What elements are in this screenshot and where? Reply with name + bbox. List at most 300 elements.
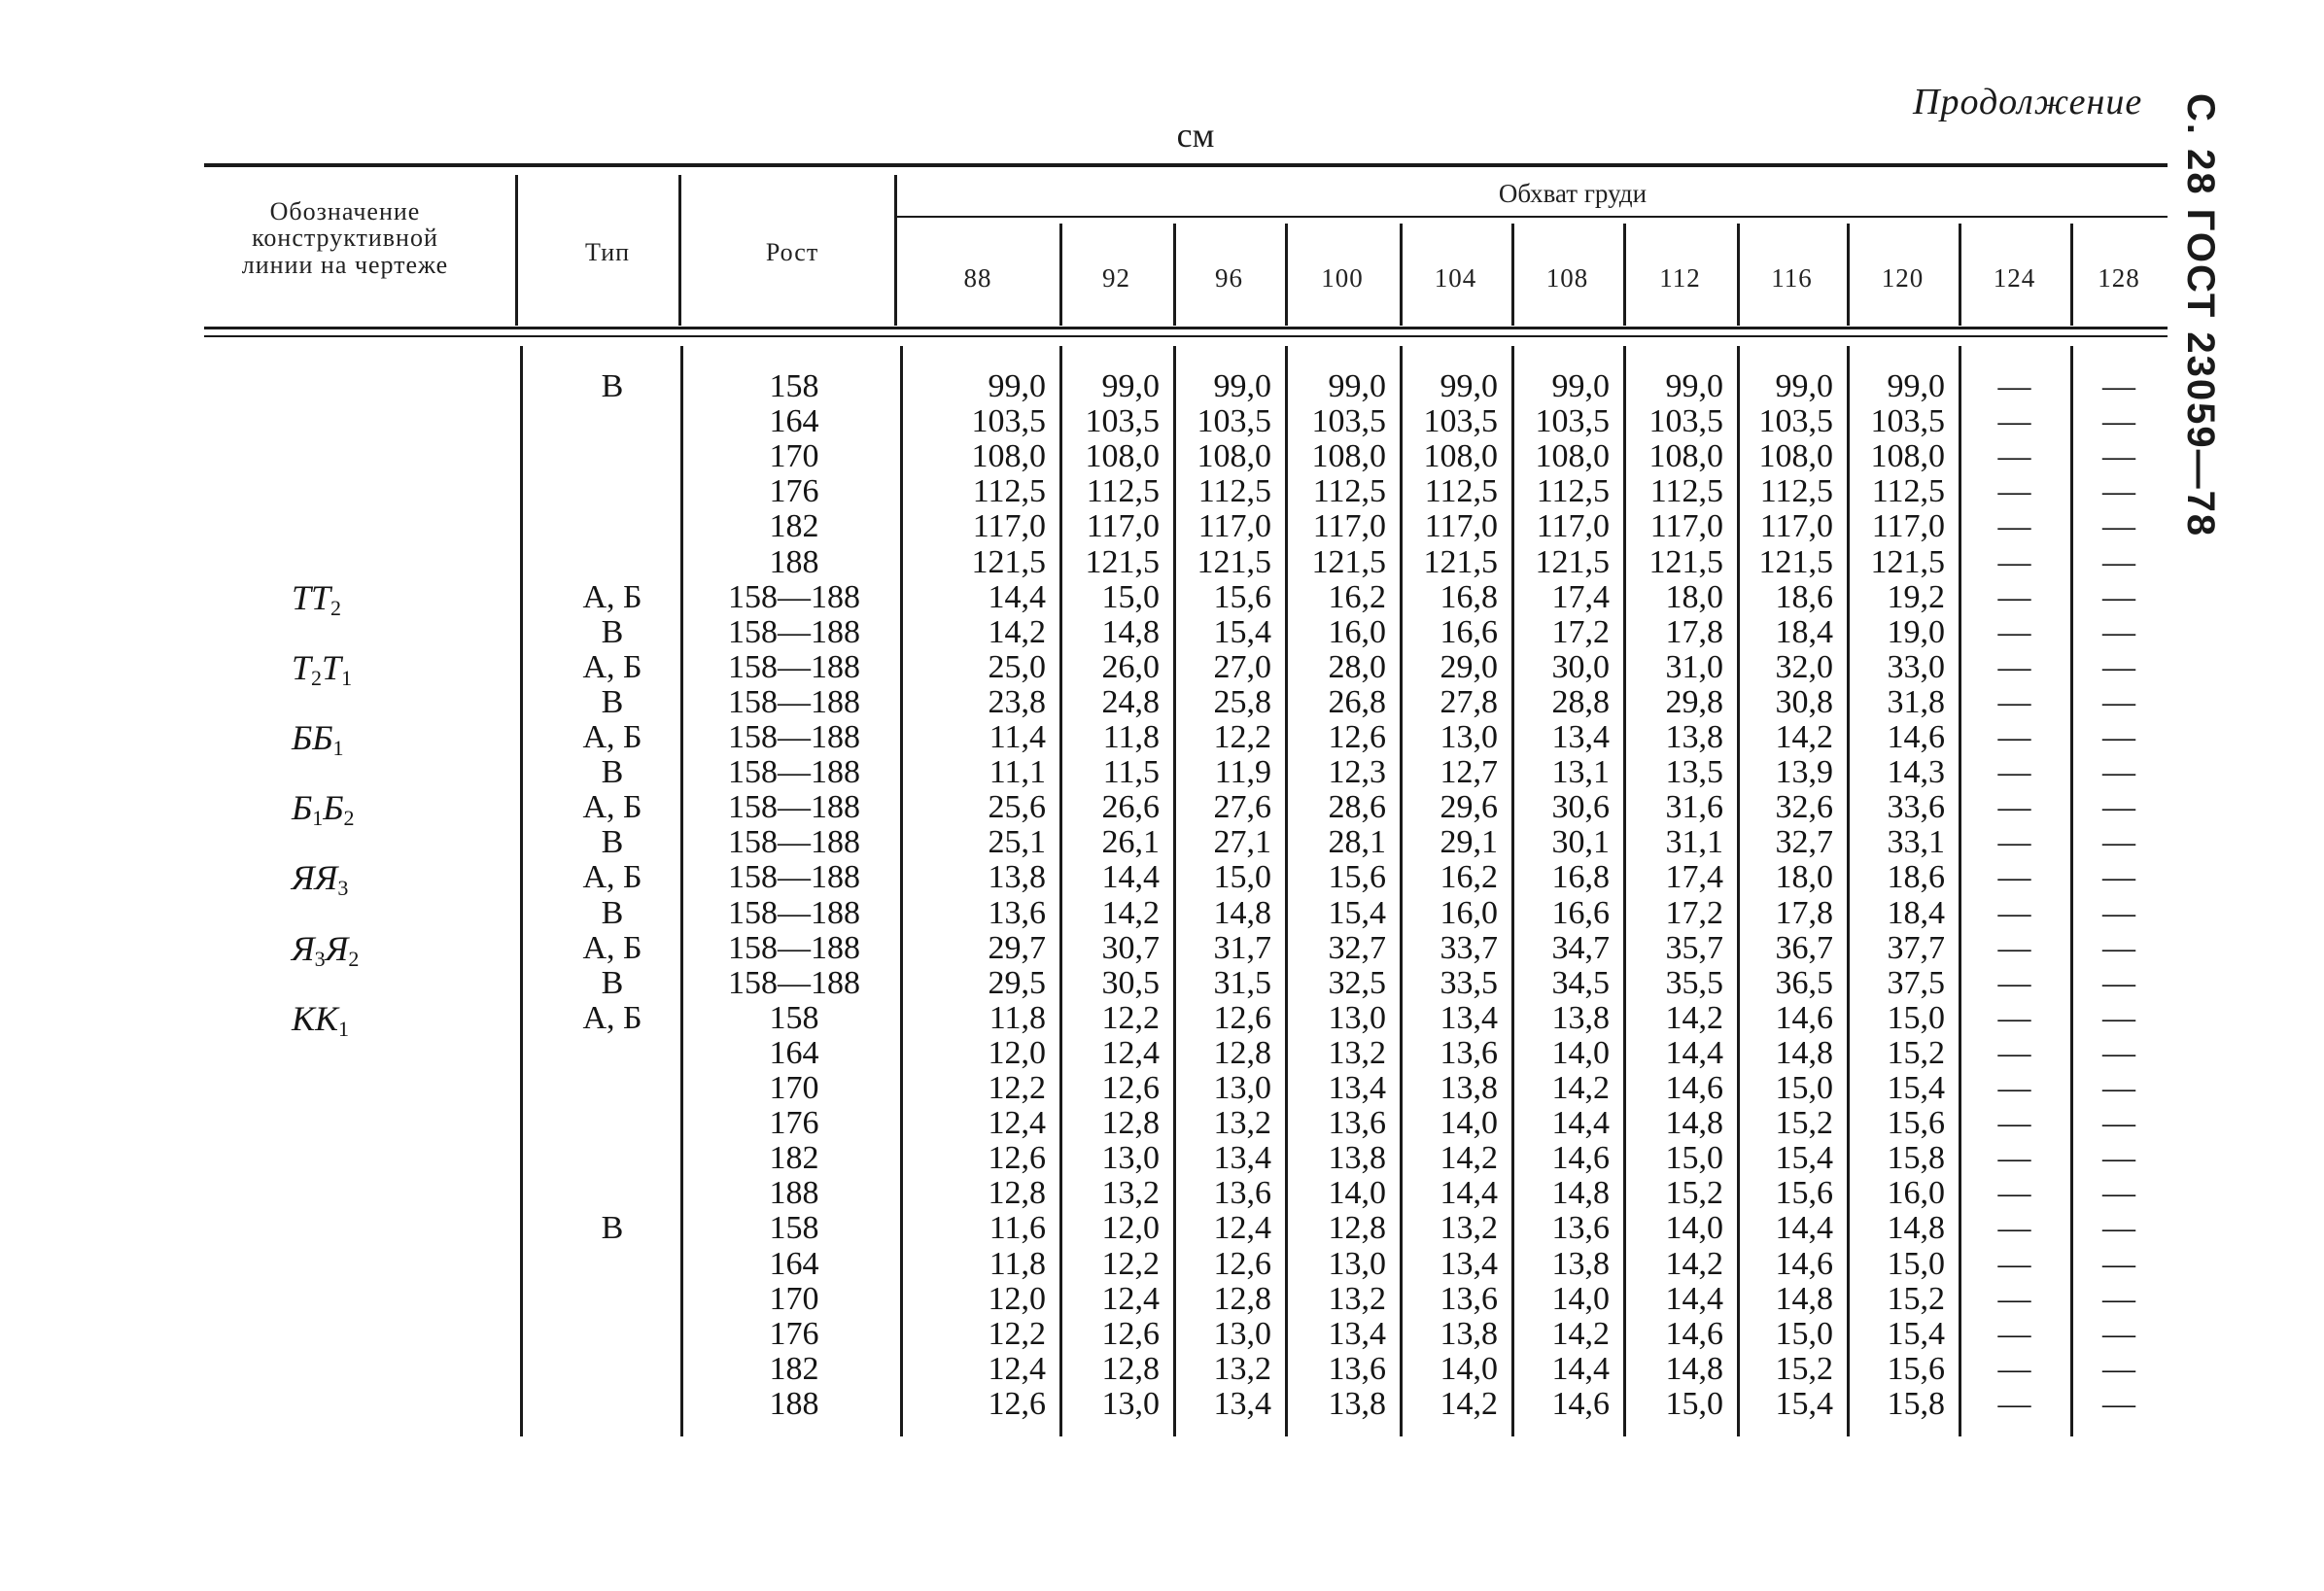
value-cell: 112,5: [1759, 473, 1833, 510]
value-cell: 117,0: [1759, 508, 1833, 545]
value-cell: 31,6: [1665, 789, 1723, 826]
value-cell: 103,5: [1085, 403, 1160, 440]
value-cell: 15,0: [1213, 859, 1271, 896]
value-cell: 31,1: [1665, 824, 1723, 861]
height-header: Рост: [765, 238, 819, 266]
value-cell: —: [2102, 648, 2135, 685]
value-cell: 15,4: [1887, 1315, 1945, 1352]
value-cell: 108,0: [1758, 438, 1833, 475]
height-cell: 158—188: [728, 648, 860, 685]
value-cell: 26,8: [1328, 683, 1386, 720]
value-cell: 13,4: [1328, 1315, 1386, 1352]
value-cell: —: [2102, 1105, 2135, 1142]
value-cell: 15,4: [1775, 1140, 1833, 1177]
height-cell: 158—188: [728, 894, 860, 931]
value-cell: —: [2102, 824, 2135, 861]
value-cell: 31,0: [1665, 648, 1723, 685]
value-cell: 112,5: [1536, 473, 1610, 510]
page-reference: С. 28 ГОСТ 23059—78: [2179, 93, 2222, 538]
value-cell: 14,4: [1101, 859, 1160, 896]
value-cell: 19,2: [1887, 578, 1945, 615]
value-cell: 108,0: [1535, 438, 1610, 475]
value-cell: 15,0: [1665, 1385, 1723, 1422]
value-cell: 28,6: [1328, 789, 1386, 826]
value-cell: 32,0: [1775, 648, 1833, 685]
value-cell: —: [2102, 403, 2135, 440]
value-cell: 16,0: [1439, 894, 1498, 931]
value-cell: 15,0: [1887, 1245, 1945, 1282]
value-cell: 15,8: [1887, 1385, 1945, 1422]
value-cell: 108,0: [1648, 438, 1723, 475]
value-cell: —: [2102, 894, 2135, 931]
value-cell: 14,0: [1439, 1350, 1498, 1387]
value-cell: 13,6: [1328, 1105, 1386, 1142]
chest-size-header: 120: [1881, 263, 1925, 293]
table-row: [0, 369, 2324, 404]
value-cell: 16,0: [1328, 613, 1386, 650]
value-cell: —: [1997, 1175, 2031, 1212]
value-cell: —: [2102, 438, 2135, 475]
value-cell: 31,5: [1213, 964, 1271, 1001]
value-cell: 117,0: [1871, 508, 1945, 545]
value-cell: 16,6: [1439, 613, 1498, 650]
value-cell: —: [2102, 1350, 2135, 1387]
value-cell: 14,8: [1213, 894, 1271, 931]
value-cell: 30,8: [1775, 683, 1833, 720]
value-cell: 12,8: [1101, 1350, 1160, 1387]
header-divider: [515, 175, 518, 326]
header-divider: [1623, 224, 1626, 326]
value-cell: —: [2102, 754, 2135, 791]
value-cell: 14,6: [1887, 719, 1945, 755]
height-cell: 170: [769, 438, 819, 475]
value-cell: 13,4: [1439, 1245, 1498, 1282]
value-cell: 15,2: [1887, 1280, 1945, 1317]
value-cell: 99,0: [1665, 368, 1723, 404]
chest-size-header: 112: [1659, 263, 1701, 293]
header-divider: [1847, 224, 1850, 326]
type-cell: А, Б: [582, 648, 642, 685]
value-cell: —: [2102, 1210, 2135, 1247]
value-cell: 14,6: [1551, 1385, 1610, 1422]
chest-size-header: 116: [1771, 263, 1813, 293]
header-divider: [1737, 224, 1740, 326]
value-cell: —: [1997, 859, 2031, 896]
value-cell: 13,6: [988, 894, 1046, 931]
height-cell: 170: [769, 1070, 819, 1106]
value-cell: 13,8: [1439, 1070, 1498, 1106]
value-cell: 16,2: [1439, 859, 1498, 896]
value-cell: 12,0: [988, 1280, 1046, 1317]
value-cell: —: [1997, 1140, 2031, 1177]
value-cell: —: [1997, 438, 2031, 475]
value-cell: 16,2: [1328, 578, 1386, 615]
value-cell: 15,6: [1328, 859, 1386, 896]
value-cell: —: [1997, 368, 2031, 404]
value-cell: —: [1997, 578, 2031, 615]
value-cell: 117,0: [1424, 508, 1498, 545]
height-cell: 158: [769, 368, 819, 404]
value-cell: 14,3: [1887, 754, 1945, 791]
table-row: [0, 474, 2324, 509]
height-cell: 170: [769, 1280, 819, 1317]
value-cell: 14,2: [1439, 1140, 1498, 1177]
value-cell: 13,4: [1439, 999, 1498, 1036]
value-cell: 25,1: [988, 824, 1046, 861]
value-cell: —: [2102, 719, 2135, 755]
value-cell: 13,8: [1665, 719, 1723, 755]
value-cell: 35,5: [1665, 964, 1723, 1001]
value-cell: 27,8: [1439, 683, 1498, 720]
value-cell: 15,0: [1101, 578, 1160, 615]
value-cell: 30,7: [1101, 929, 1160, 966]
value-cell: 28,0: [1328, 648, 1386, 685]
value-cell: 12,8: [1328, 1210, 1386, 1247]
value-cell: 13,8: [1551, 1245, 1610, 1282]
value-cell: —: [2102, 1175, 2135, 1212]
value-cell: 14,0: [1551, 1280, 1610, 1317]
value-cell: 14,8: [1775, 1280, 1833, 1317]
value-cell: 12,6: [988, 1140, 1046, 1177]
value-cell: 15,0: [1887, 999, 1945, 1036]
height-cell: 158—188: [728, 578, 860, 615]
table-row: [0, 1036, 2324, 1071]
value-cell: 14,8: [1551, 1175, 1610, 1212]
value-cell: —: [2102, 1070, 2135, 1106]
value-cell: 14,0: [1439, 1105, 1498, 1142]
value-cell: —: [2102, 859, 2135, 896]
height-cell: 158—188: [728, 859, 860, 896]
designation-letters: TT: [292, 577, 331, 617]
value-cell: 12,7: [1439, 754, 1498, 791]
value-cell: 27,6: [1213, 789, 1271, 826]
value-cell: 103,5: [1423, 403, 1498, 440]
value-cell: 13,4: [1213, 1140, 1271, 1177]
table-row: [0, 509, 2324, 544]
value-cell: 26,1: [1101, 824, 1160, 861]
value-cell: 25,0: [988, 648, 1046, 685]
value-cell: 13,6: [1328, 1350, 1386, 1387]
value-cell: 30,6: [1551, 789, 1610, 826]
value-cell: —: [1997, 824, 2031, 861]
table-row: [0, 966, 2324, 1001]
value-cell: 12,8: [988, 1175, 1046, 1212]
value-cell: 121,5: [1648, 543, 1723, 580]
value-cell: 17,4: [1551, 578, 1610, 615]
value-cell: 16,8: [1439, 578, 1498, 615]
value-cell: 13,5: [1665, 754, 1723, 791]
value-cell: 13,4: [1551, 719, 1610, 755]
table-row: [0, 577, 2324, 617]
value-cell: —: [1997, 789, 2031, 826]
height-cell: 176: [769, 473, 819, 510]
value-cell: —: [2102, 613, 2135, 650]
value-cell: 13,8: [1328, 1140, 1386, 1177]
table-row: [0, 1106, 2324, 1141]
value-cell: 13,6: [1551, 1210, 1610, 1247]
height-cell: 188: [769, 1385, 819, 1422]
height-cell: 188: [769, 543, 819, 580]
value-cell: 26,0: [1101, 648, 1160, 685]
value-cell: 12,6: [1213, 999, 1271, 1036]
table-row: [0, 1387, 2324, 1422]
type-cell: А, Б: [582, 859, 642, 896]
value-cell: 99,0: [1551, 368, 1610, 404]
designation-letters: Б: [323, 788, 344, 828]
value-cell: 13,1: [1551, 754, 1610, 791]
designation-letters: Я: [325, 928, 349, 968]
value-cell: 121,5: [1085, 543, 1160, 580]
value-cell: 12,4: [1101, 1280, 1160, 1317]
value-cell: 117,0: [972, 508, 1046, 545]
type-cell: В: [601, 824, 624, 861]
value-cell: 14,2: [988, 613, 1046, 650]
height-cell: 158—188: [728, 964, 860, 1001]
value-cell: 14,0: [1328, 1175, 1386, 1212]
value-cell: —: [1997, 1034, 2031, 1071]
designation-subscript: 2: [343, 806, 355, 831]
value-cell: 14,6: [1775, 1245, 1833, 1282]
value-cell: 16,0: [1887, 1175, 1945, 1212]
value-cell: 30,1: [1551, 824, 1610, 861]
chest-size-header: 88: [963, 263, 992, 293]
chest-size-header: 104: [1434, 263, 1477, 293]
value-cell: —: [2102, 789, 2135, 826]
value-cell: 12,4: [988, 1350, 1046, 1387]
designation-subscript: 2: [348, 946, 360, 971]
value-cell: 13,2: [1101, 1175, 1160, 1212]
header-divider: [1173, 224, 1176, 326]
table-row: [0, 755, 2324, 790]
table-row: [0, 720, 2324, 755]
value-cell: 14,0: [1551, 1034, 1610, 1071]
table-row: [0, 545, 2324, 580]
height-cell: 158—188: [728, 754, 860, 791]
value-cell: —: [1997, 1315, 2031, 1352]
value-cell: 18,0: [1775, 859, 1833, 896]
height-cell: 158: [769, 999, 819, 1036]
value-cell: 112,5: [972, 473, 1046, 510]
value-cell: 14,4: [1439, 1175, 1498, 1212]
value-cell: 19,0: [1887, 613, 1945, 650]
value-cell: 14,6: [1665, 1070, 1723, 1106]
value-cell: 14,2: [1439, 1385, 1498, 1422]
value-cell: —: [1997, 543, 2031, 580]
value-cell: —: [2102, 1034, 2135, 1071]
value-cell: 33,6: [1887, 789, 1945, 826]
value-cell: 13,0: [1213, 1315, 1271, 1352]
type-cell: В: [601, 964, 624, 1001]
designation-subscript: 3: [337, 876, 349, 901]
value-cell: 12,6: [1101, 1070, 1160, 1106]
designation-subscript: 2: [330, 595, 342, 620]
value-cell: 117,0: [1649, 508, 1723, 545]
value-cell: 103,5: [1870, 403, 1945, 440]
value-cell: 117,0: [1086, 508, 1160, 545]
value-cell: 11,8: [989, 1245, 1046, 1282]
value-cell: —: [1997, 1245, 2031, 1282]
value-cell: 14,8: [1665, 1105, 1723, 1142]
designation-letters: T: [292, 647, 312, 687]
value-cell: 14,6: [1775, 999, 1833, 1036]
value-cell: 99,0: [988, 368, 1046, 404]
value-cell: 13,6: [1439, 1280, 1498, 1317]
value-cell: —: [2102, 929, 2135, 966]
value-cell: —: [2102, 1315, 2135, 1352]
type-cell: А, Б: [582, 999, 642, 1036]
value-cell: 24,8: [1101, 683, 1160, 720]
value-cell: 11,5: [1102, 754, 1160, 791]
designation-letters: ББ: [292, 718, 333, 757]
height-cell: 158: [769, 1210, 819, 1247]
value-cell: 32,6: [1775, 789, 1833, 826]
value-cell: —: [2102, 683, 2135, 720]
value-cell: 12,8: [1213, 1034, 1271, 1071]
value-cell: 13,8: [1439, 1315, 1498, 1352]
header-divider: [1959, 224, 1961, 326]
value-cell: 103,5: [1311, 403, 1386, 440]
value-cell: 13,0: [1101, 1140, 1160, 1177]
value-cell: 108,0: [1870, 438, 1945, 475]
value-cell: 103,5: [1758, 403, 1833, 440]
value-cell: 13,2: [1439, 1210, 1498, 1247]
value-cell: 99,0: [1213, 368, 1271, 404]
value-cell: 12,6: [1213, 1245, 1271, 1282]
value-cell: —: [1997, 508, 2031, 545]
value-cell: 31,8: [1887, 683, 1945, 720]
value-cell: 17,2: [1665, 894, 1723, 931]
table-row: [0, 858, 2324, 898]
value-cell: 13,8: [988, 859, 1046, 896]
value-cell: 29,7: [988, 929, 1046, 966]
designation-subscript: 1: [341, 665, 353, 690]
value-cell: 12,0: [1101, 1210, 1160, 1247]
value-cell: —: [2102, 1245, 2135, 1282]
type-cell: В: [601, 894, 624, 931]
value-cell: 112,5: [1312, 473, 1386, 510]
value-cell: 15,2: [1665, 1175, 1723, 1212]
value-cell: 18,6: [1887, 859, 1945, 896]
value-cell: 121,5: [1758, 543, 1833, 580]
table-row: [0, 928, 2324, 968]
height-cell: 164: [769, 1034, 819, 1071]
value-cell: 15,6: [1775, 1175, 1833, 1212]
value-cell: 29,6: [1439, 789, 1498, 826]
value-cell: 17,4: [1665, 859, 1723, 896]
value-cell: —: [1997, 1385, 2031, 1422]
value-cell: 99,0: [1439, 368, 1498, 404]
header-bottom-rule-1: [204, 327, 2168, 329]
value-cell: 14,4: [1665, 1034, 1723, 1071]
value-cell: —: [1997, 894, 2031, 931]
value-cell: 13,9: [1775, 754, 1833, 791]
value-cell: —: [1997, 473, 2031, 510]
unit-label: см: [1176, 116, 1215, 155]
value-cell: 15,2: [1887, 1034, 1945, 1071]
table-row: [0, 1352, 2324, 1387]
value-cell: 13,0: [1213, 1070, 1271, 1106]
type-cell: А, Б: [582, 578, 642, 615]
value-cell: 29,8: [1665, 683, 1723, 720]
value-cell: 103,5: [1535, 403, 1610, 440]
value-cell: 121,5: [1535, 543, 1610, 580]
table-row: [0, 998, 2324, 1038]
value-cell: 12,2: [1101, 999, 1160, 1036]
value-cell: 12,6: [1101, 1315, 1160, 1352]
value-cell: 25,8: [1213, 683, 1271, 720]
value-cell: 112,5: [1649, 473, 1723, 510]
value-cell: 13,0: [1328, 1245, 1386, 1282]
value-cell: 15,4: [1775, 1385, 1833, 1422]
value-cell: 12,6: [988, 1385, 1046, 1422]
value-cell: 112,5: [1871, 473, 1945, 510]
table-row: [0, 1317, 2324, 1352]
value-cell: —: [2102, 964, 2135, 1001]
designation-letters: Б: [292, 788, 313, 828]
value-cell: 33,5: [1439, 964, 1498, 1001]
height-cell: 176: [769, 1315, 819, 1352]
value-cell: 12,4: [988, 1105, 1046, 1142]
value-cell: 14,2: [1101, 894, 1160, 931]
top-rule: [204, 163, 2168, 167]
table-row: [0, 404, 2324, 439]
value-cell: 23,8: [988, 683, 1046, 720]
value-cell: —: [1997, 613, 2031, 650]
value-cell: —: [2102, 543, 2135, 580]
table-row: [0, 1141, 2324, 1176]
value-cell: 13,2: [1213, 1105, 1271, 1142]
value-cell: —: [2102, 999, 2135, 1036]
value-cell: 121,5: [1423, 543, 1498, 580]
value-cell: 14,8: [1887, 1210, 1945, 1247]
value-cell: —: [2102, 578, 2135, 615]
value-cell: —: [1997, 1280, 2031, 1317]
table-row: [0, 1282, 2324, 1317]
value-cell: 18,0: [1665, 578, 1723, 615]
value-cell: 121,5: [1197, 543, 1271, 580]
value-cell: 28,1: [1328, 824, 1386, 861]
value-cell: 11,9: [1214, 754, 1271, 791]
value-cell: —: [1997, 1350, 2031, 1387]
chest-size-header: 108: [1545, 263, 1589, 293]
header-divider: [1400, 224, 1403, 326]
type-cell: А, Б: [582, 719, 642, 755]
value-cell: —: [2102, 473, 2135, 510]
value-cell: 12,4: [1213, 1210, 1271, 1247]
header-divider: [1511, 224, 1514, 326]
height-cell: 158—188: [728, 613, 860, 650]
height-cell: 158—188: [728, 683, 860, 720]
type-cell: В: [601, 1210, 624, 1247]
header-divider: [1059, 224, 1062, 326]
value-cell: 17,8: [1665, 613, 1723, 650]
value-cell: 18,4: [1775, 613, 1833, 650]
value-cell: 17,8: [1775, 894, 1833, 931]
value-cell: 11,8: [1102, 719, 1160, 755]
table-row: [0, 1176, 2324, 1211]
value-cell: 112,5: [1086, 473, 1160, 510]
chest-size-header: 92: [1102, 263, 1130, 293]
value-cell: 13,4: [1328, 1070, 1386, 1106]
height-cell: 158—188: [728, 789, 860, 826]
value-cell: 29,5: [988, 964, 1046, 1001]
chest-group-rule: [896, 216, 2168, 218]
type-cell: В: [601, 368, 624, 404]
value-cell: 37,5: [1887, 964, 1945, 1001]
table-row: [0, 1211, 2324, 1246]
height-cell: 188: [769, 1175, 819, 1212]
table-row: [0, 647, 2324, 687]
